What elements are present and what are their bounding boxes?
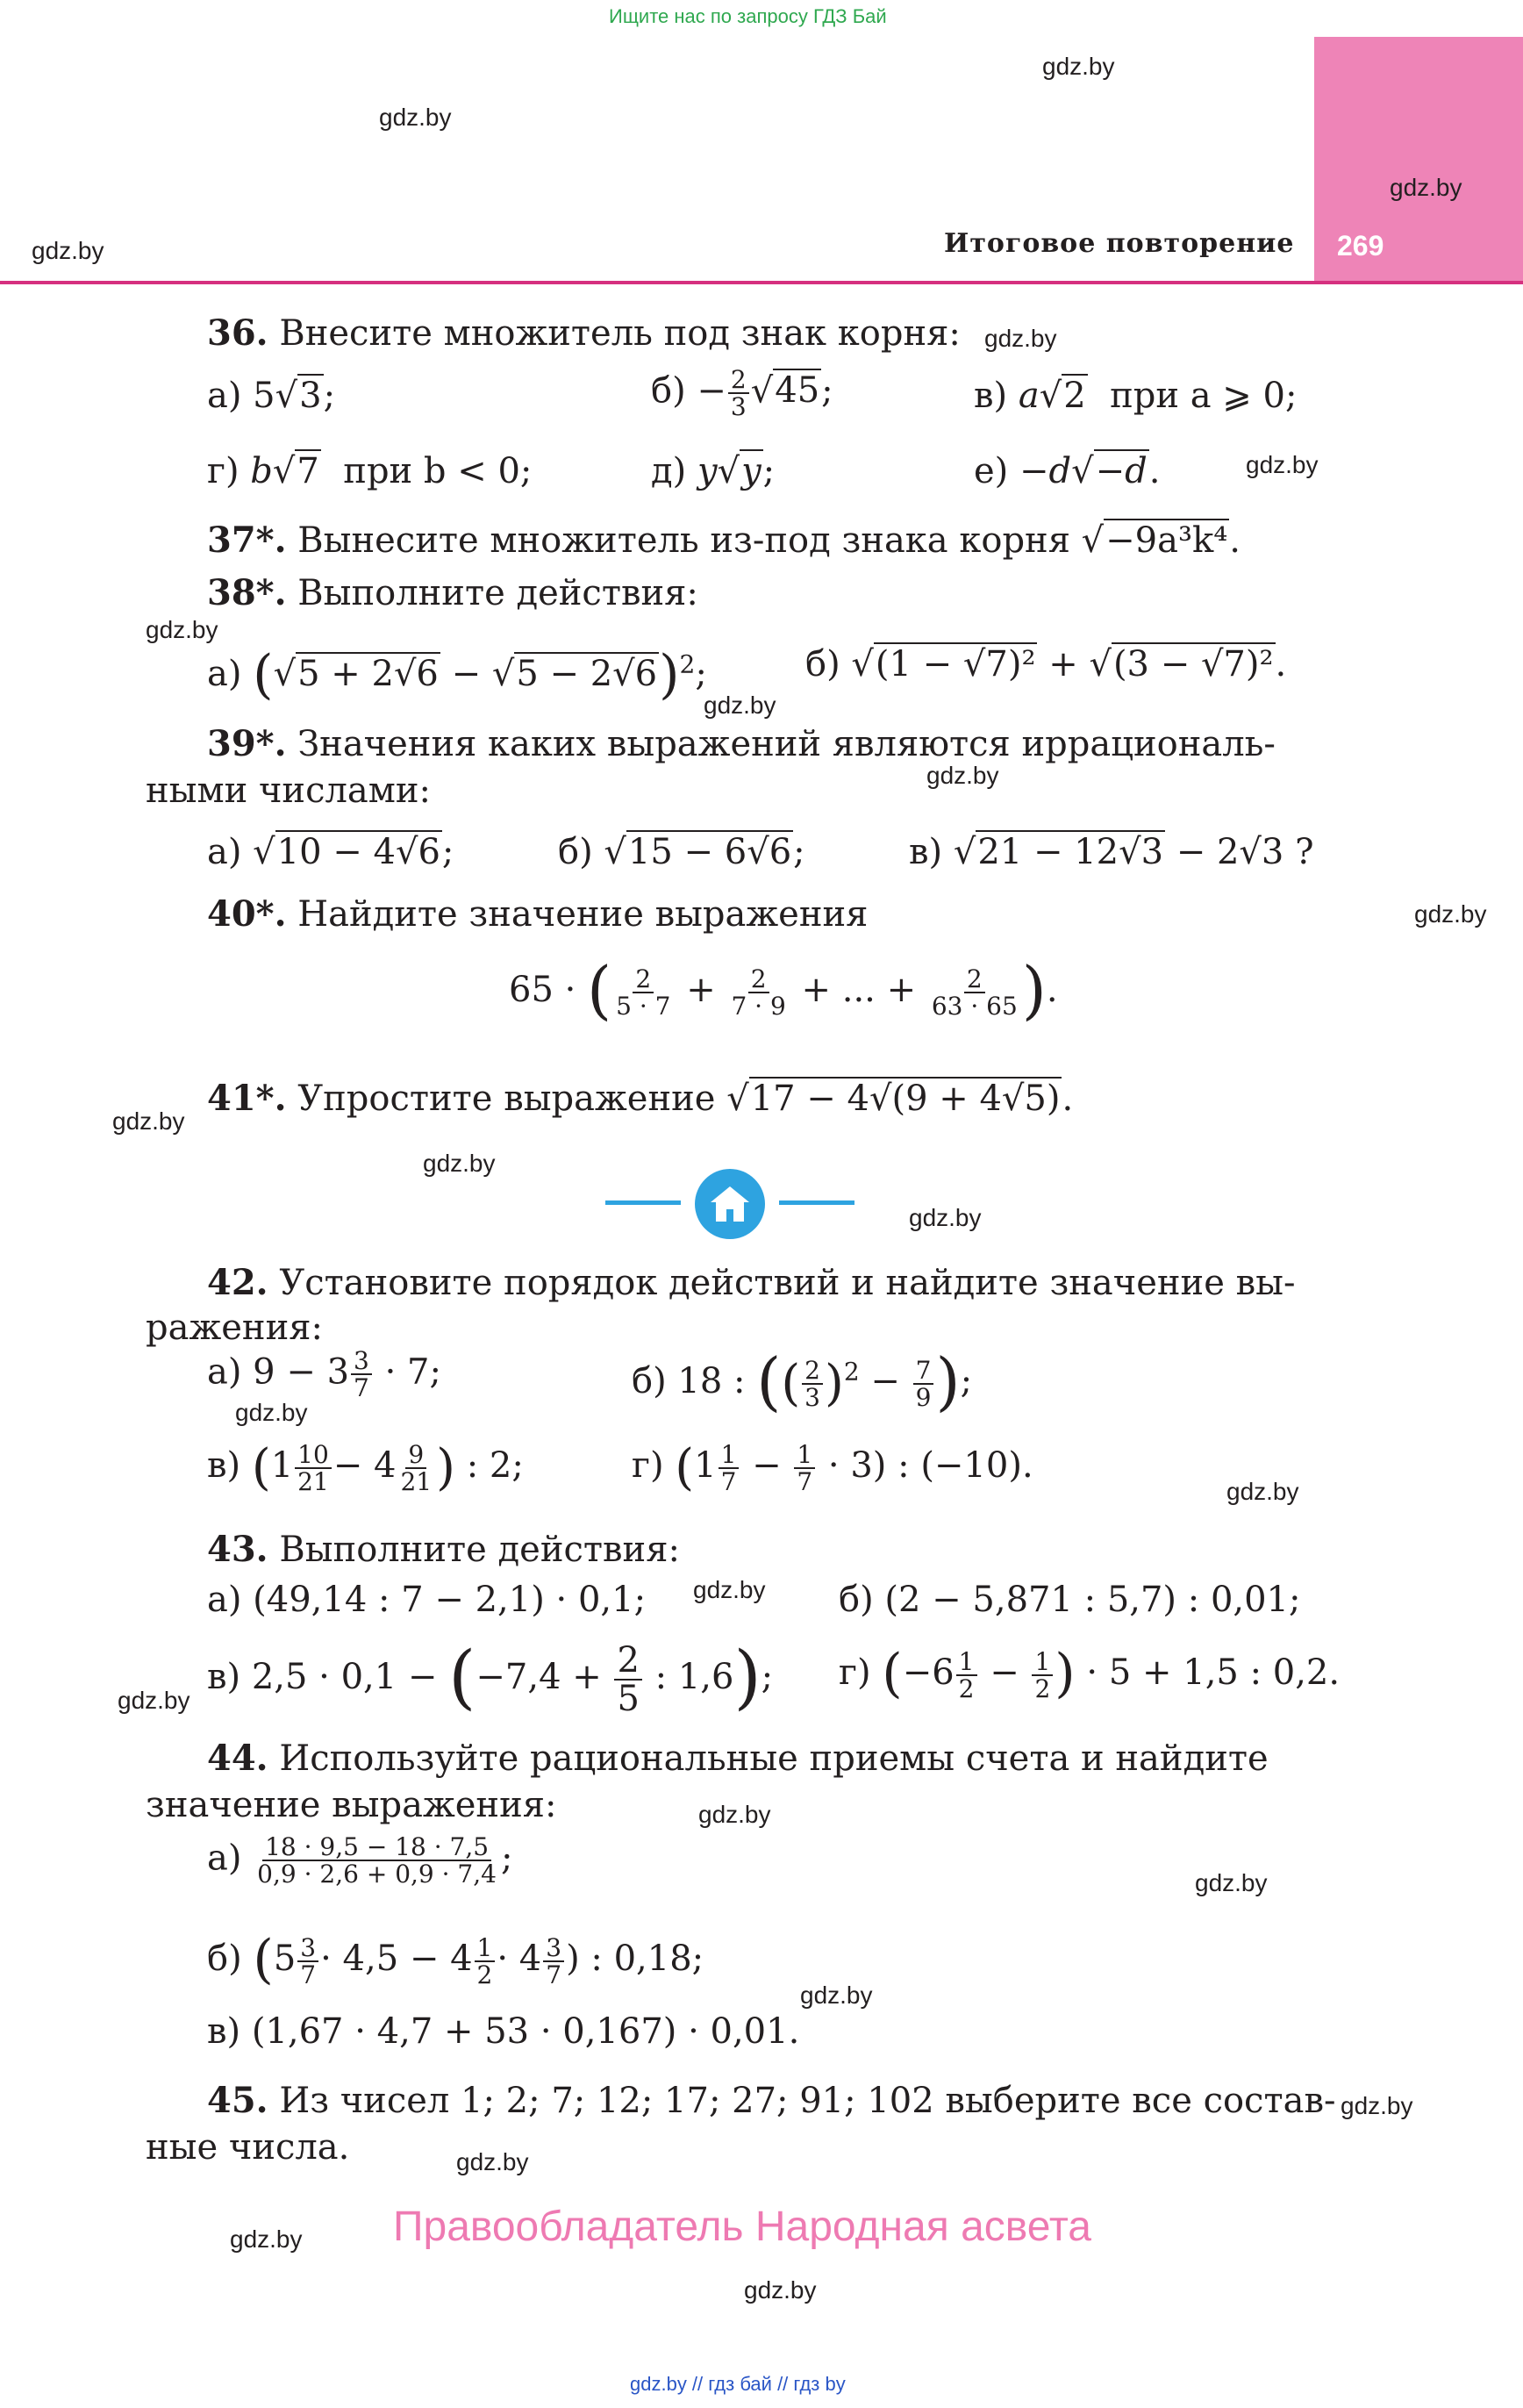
exercise-36-v: в) a√2 при a ⩾ 0;: [974, 376, 1298, 416]
footer-links[interactable]: gdz.by // гдз бай // гдз by: [630, 2373, 846, 2395]
exercise-42-v: в) (1 $\frac{10}{21}$ − 4 $\frac{9}{21}$ ) : 2;: [207, 1439, 524, 1496]
exercise-43-b: б) (2 − 5,871 : 5,7) : 0,01;: [839, 1580, 1301, 1620]
watermark: gdz.by: [1246, 451, 1319, 478]
exercise-44-title-cont: значение выражения:: [146, 1785, 557, 1825]
exercise-44-title: 44. Используйте рациональные приемы счета и найдите: [207, 1738, 1269, 1779]
watermark: gdz.by: [235, 1399, 308, 1426]
exercise-42-title: 42. Установите порядок действий и найдите значение вы-: [207, 1262, 1296, 1303]
watermark: gdz.by: [1390, 174, 1462, 201]
header-divider: [0, 281, 1523, 284]
watermark: gdz.by: [1195, 1869, 1268, 1896]
watermark: gdz.by: [909, 1204, 982, 1231]
exercise-36-g: г) b√7 при b < 0;: [207, 451, 533, 491]
exercise-39-a: а) √10 − 4√6;: [207, 832, 454, 872]
exercise-42-b: б) 18 : (( $\frac{2}{3}$ )$^2$ − $\frac{7}{9}$ );: [632, 1344, 973, 1418]
exercise-44-b: б) (5 $\frac{3}{7}$ · 4,5 − 4 $\frac{1}{2}$ · 4 $\frac{3}{7}$ ) : 0,18;: [207, 1929, 704, 1990]
watermark: gdz.by: [704, 692, 776, 719]
exercise-40-expr: 65 · ( $\frac{2}{5 \cdot 7}$ + $\frac{2}{7 \cdot 9}$ + ... + $\frac{2}{63 \cdot 65}$ ).: [509, 953, 1058, 1027]
exercise-42-title-cont: ражения:: [146, 1308, 323, 1348]
exercise-43-a: а) (49,14 : 7 − 2,1) · 0,1;: [207, 1580, 647, 1620]
separator-line-right: [779, 1200, 854, 1205]
watermark: gdz.by: [693, 1576, 766, 1603]
exercise-43-g: г) (−6 $\frac{1}{2}$ − $\frac{1}{2}$ ) · 5 + 1,5 : 0,2.: [839, 1643, 1341, 1704]
watermark: gdz.by: [1341, 2092, 1413, 2119]
watermark: gdz.by: [456, 2148, 529, 2175]
exercise-36-a: а) 5√3;: [207, 376, 336, 416]
exercise-36-d: д) y√y;: [651, 451, 776, 491]
watermark: gdz.by: [1414, 900, 1487, 928]
exercise-38-b: б) √(1 − √7)² + √(3 − √7)².: [805, 644, 1287, 684]
exercise-45-title: 45. Из чисел 1; 2; 7; 12; 17; 27; 91; 102 выберите все состав-: [207, 2080, 1336, 2121]
separator-line-left: [605, 1200, 681, 1205]
exercise-39-b: б) √15 − 6√6;: [558, 832, 805, 872]
watermark: gdz.by: [800, 1982, 873, 2009]
watermark: gdz.by: [379, 104, 452, 131]
watermark: gdz.by: [32, 237, 104, 264]
exercise-38-a: а) $(√5 + 2√6 - √5 - 2√6)^2$;: [207, 644, 707, 706]
watermark: gdz.by: [1226, 1478, 1299, 1505]
exercise-37: 37*. Вынесите множитель из-под знака корня √−9a³k⁴.: [207, 520, 1241, 561]
home-icon: [695, 1169, 765, 1239]
exercise-36-e: е) −d√−d.: [974, 451, 1161, 491]
copyright-notice: Правообладатель Народная асвета: [393, 2204, 1091, 2250]
watermark: gdz.by: [146, 616, 218, 643]
watermark: gdz.by: [984, 325, 1057, 352]
exercise-40-title: 40*. Найдите значение выражения: [207, 893, 869, 935]
page-number: 269: [1337, 230, 1384, 262]
exercise-42-a: а) 9 − 3 $\frac{3}{7}$ · 7;: [207, 1346, 441, 1403]
exercise-36-b: б) − $\frac{2}{3}$ √45;: [651, 365, 833, 422]
top-note: Ищите нас по запросу ГДЗ Бай: [609, 5, 887, 27]
watermark: gdz.by: [1042, 53, 1115, 80]
watermark: gdz.by: [926, 762, 999, 789]
watermark: gdz.by: [230, 2225, 303, 2253]
exercise-44-a: а) $\frac{18 \cdot 9,5 - 18 \cdot 7,5}{0,9 \cdot 2,6 + 0,9 \cdot 7,4}$ ;: [207, 1832, 513, 1889]
exercise-42-g: г) (1 $\frac{1}{7}$ − $\frac{1}{7}$ · 3) : (−10).: [632, 1439, 1033, 1496]
watermark: gdz.by: [744, 2276, 817, 2304]
watermark: gdz.by: [112, 1107, 185, 1135]
exercise-41: 41*. Упростите выражение √17 − 4√(9 + 4√5).: [207, 1078, 1074, 1119]
exercise-39-title-cont: ными числами:: [146, 770, 431, 811]
header-title: Итоговое повторение: [944, 228, 1295, 259]
exercise-39-title: 39*. Значения каких выражений являются иррациональ-: [207, 723, 1276, 764]
exercise-43-title: 43. Выполните действия:: [207, 1529, 680, 1570]
watermark: gdz.by: [118, 1687, 190, 1714]
exercise-44-v: в) (1,67 · 4,7 + 53 · 0,167) · 0,01.: [207, 2011, 800, 2052]
exercise-39-v: в) √21 − 12√3 − 2√3 ?: [909, 832, 1314, 872]
watermark: gdz.by: [698, 1801, 771, 1828]
exercise-36-title: 36. Внесите множитель под знак корня:: [207, 312, 961, 354]
exercise-38-title: 38*. Выполните действия:: [207, 572, 698, 613]
exercise-45-title-cont: ные числа.: [146, 2127, 350, 2168]
exercise-43-v: в) 2,5 · 0,1 − (−7,4 + $\frac{2}{5}$ : 1,6);: [207, 1636, 774, 1719]
watermark: gdz.by: [423, 1150, 496, 1177]
